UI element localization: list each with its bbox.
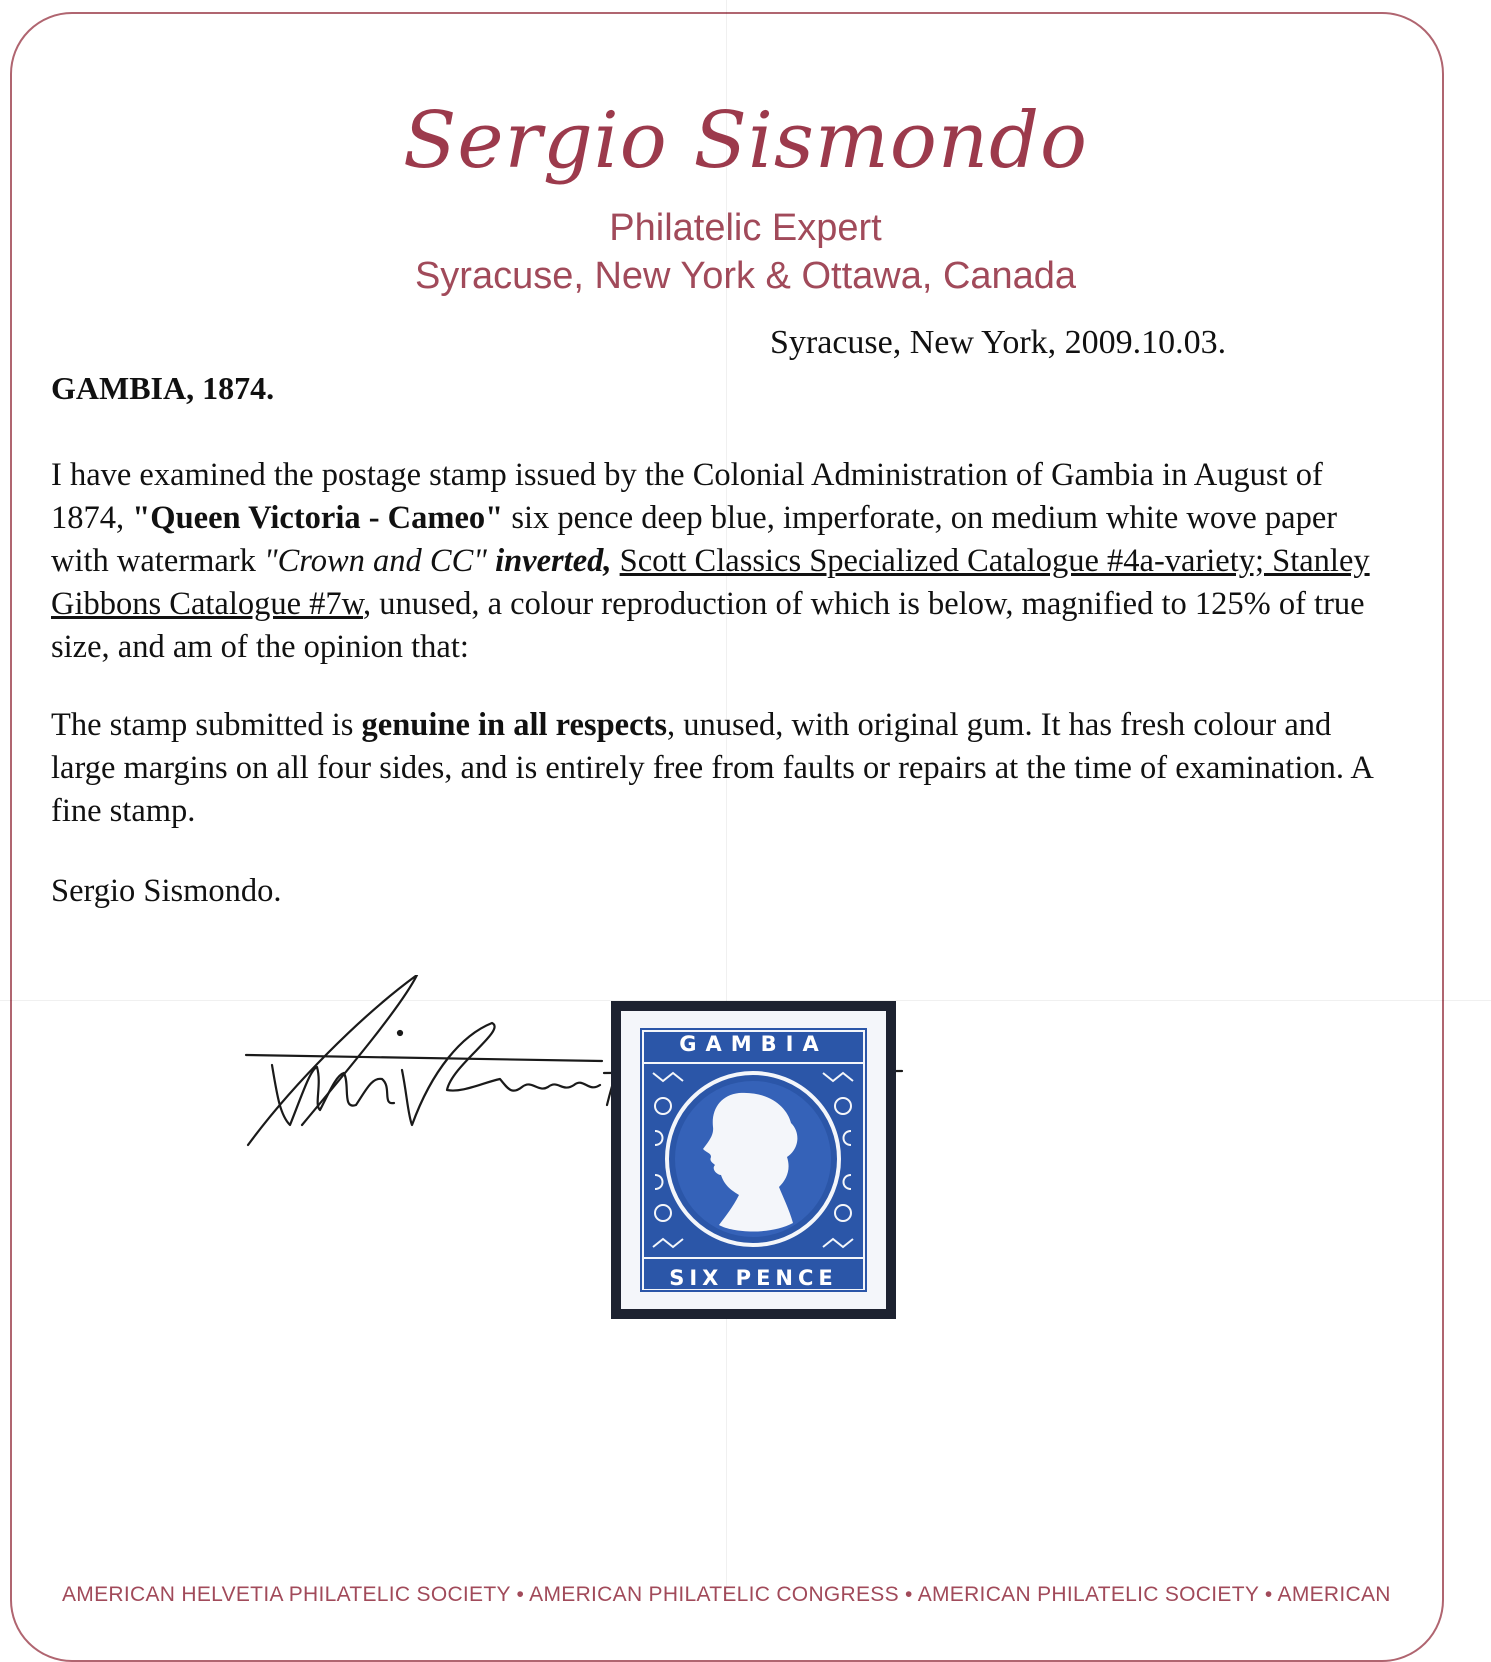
watermark-name: "Crown and CC" xyxy=(263,543,487,579)
dateline: Syracuse, New York, 2009.10.03. xyxy=(770,324,1227,361)
examination-paragraph xyxy=(51,454,1391,669)
separator xyxy=(612,543,620,579)
society-footer: AMERICAN HELVETIA PHILATELIC SOCIETY • AMERICAN PHILATELIC CONGRESS • AMERICAN PHILATELIC SOCIETY • AMERICAN xyxy=(62,1583,1391,1606)
opinion-outro: , unused, with original gum. It has fresh colour and large margins on all four sides, and is entirely free from faults or repairs at the time of examination. A fine stamp. xyxy=(51,707,1372,829)
letterhead-location: Syracuse, New York & Ottawa, Canada xyxy=(414,255,1077,297)
stamp-description: six pence deep blue, imperforate, on medium white wove paper with watermark xyxy=(51,500,1338,579)
stamp-name: "Queen Victoria - Cameo" xyxy=(132,500,504,536)
watermark-inverted: inverted, xyxy=(486,543,612,579)
stamp-country-label: GAMBIA xyxy=(679,1032,828,1056)
stamp-reproduction xyxy=(611,1001,896,1319)
examination-outro: , unused, a colour reproduction of which is below, magnified to 125% of true size, and am of the opinion that: xyxy=(51,586,1365,665)
certificate-heading: GAMBIA, 1874. xyxy=(51,370,275,406)
catalogue-references: Scott Classics Specialized Catalogue #4a-variety; Stanley Gibbons Catalogue #7w xyxy=(51,543,1370,622)
stamp-value-label: SIX PENCE xyxy=(669,1266,838,1290)
opinion-verdict: genuine in all respects xyxy=(361,707,667,743)
letterhead-name: Sergio Sismondo xyxy=(403,96,1088,186)
letterhead-subtitle: Philatelic Expert xyxy=(609,207,882,249)
opinion-intro: The stamp submitted is xyxy=(51,707,362,743)
opinion-paragraph xyxy=(51,704,1391,833)
stamp-image xyxy=(621,1011,886,1309)
examination-intro: I have examined the postage stamp issued by the Colonial Administration of Gambia in August of 1874, xyxy=(51,457,1323,536)
closing-name: Sergio Sismondo. xyxy=(51,873,282,909)
